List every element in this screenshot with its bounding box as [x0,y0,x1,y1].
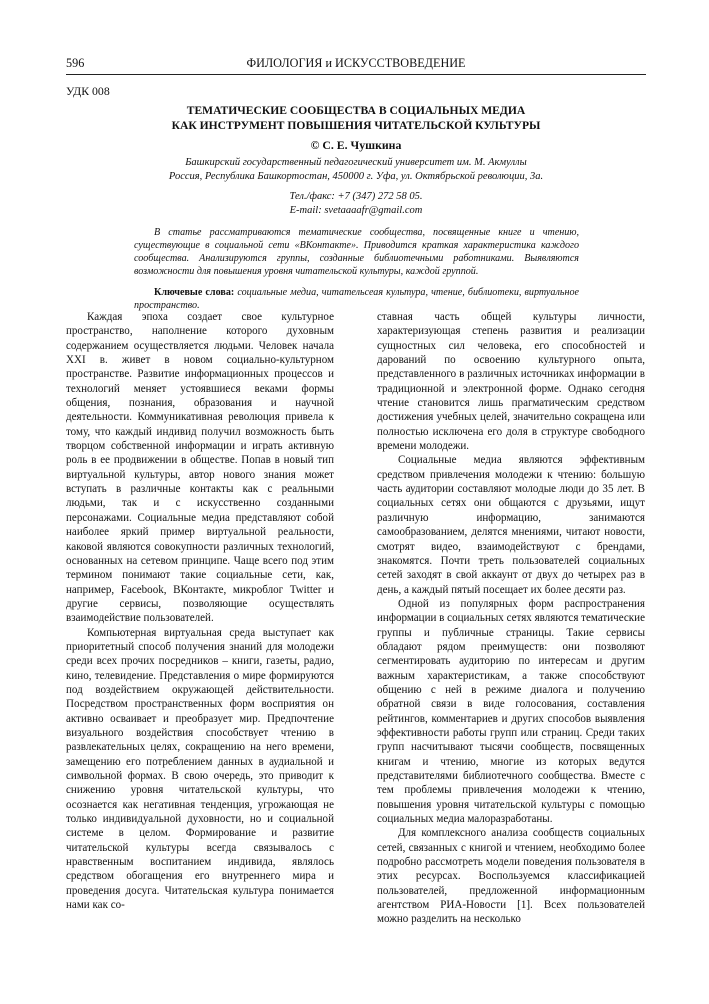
udk-code: УДК 008 [66,84,110,98]
page-number: 596 [66,56,85,70]
running-header [66,56,646,75]
paragraph: Одной из популярных форм распространения информации в социальных сетях являются тематические группы и публичные страницы. Такие сервисы обладают рядом преимуществ: они позволяют сегментировать аудиторию по интересам и другим важным характеристикам, а также способствуют общению с ней в режиме диалога и получению обратной связи в виде голосования, составления рейтингов, комментариев и других способов выявления эффективности работы групп или страниц. Среди таких групп насчитывают тысячи сообществ, посвященных книгам и чтению, многие из которых ведутся представителями библиотечного сообщества. Вместе с тем проблемы привлечения молодежи к чтению, повышения уровня читательской культуры с помощью социальных медиа малоразработаны. [377,597,645,826]
paragraph: Социальные медиа являются эффективным средством привлечения молодежи к чтению: большую часть аудитории составляют молодые люди до 35 лет. В социальных сетях они общаются с друзьями, ищут различную информацию, занимаются самообразованием, делятся мнениями, читают новости, смотрят видео, взаимодействуют с брендами, знакомятся. Почти треть пользователей социальных сетей заходят в свой аккаунт от двух до четырех раз в день, а каждый пятый посещает их более десяти раз. [377,454,645,596]
affiliation-line-1: Башкирский государственный педагогический университет им. М. Акмуллы [185,157,527,168]
body-column-right [377,310,645,970]
paragraph: Компьютерная виртуальная среда выступает как приоритетный способ получения знаний для молодежи среди всех прочих посредников – книги, газеты, радио, кино, телевидение. Представления о мире формируются под воздействием окружающей действительности. Посредством пространственных форм восприятия он активно осваивает и преобразует мир. Предпочтение визуального воздействия способствует чтению в развлекательных целях, сокращению на него времени, замещению его потреблением данных в аудиальной и символьной формах. В свою очередь, это приводит к снижению уровня читательской культуры, что осознается как негативная тенденция, угрожающая не только индивидуальной духовности, но и социальной системе в целом. Формирование и развитие читательской культуры всегда связывалось с нравственным воспитанием индивида, являлось средством обогащения его внутреннего мира и проведения досуга. Читательская культура понимается нами как со- [66,626,334,912]
article-title [66,104,646,133]
author-name: © С. Е. Чушкина [310,138,402,152]
journal-section-title: ФИЛОЛОГИЯ и ИСКУССТВОВЕДЕНИЕ [246,56,466,70]
keywords-text: социальные медиа, читательсеая культура, чтение, библиотеки, виртуальное пространство. [134,287,579,312]
abstract-text: В статье рассматриваются тематические сообщества, посвященные книге и чтению, существующие в социальной сети «ВКонтакте». Приводится краткая характеристика каждого сообщества. Анализируются группы, созданные библиотечными работниками. Выявляются возможности для повышения уровня читательской культуры, каждой группой. [134,227,579,278]
paragraph: Для комплексного анализа сообществ социальных сетей, связанных с книгой и чтением, необходимо более подробно рассмотреть модели поведения пользователя в этих ресурсах. Воспользуемся классификацией пользователей, предложенной информационным агентством РИА-Новости [1]. Всех пользователей можно разделить на несколько [377,827,645,926]
author-affiliation [66,156,646,183]
keywords-label: Ключевые слова: [154,287,235,298]
contact-phone: Тел./факс: +7 (347) 272 58 05. [289,191,423,202]
body-column-left [66,310,334,970]
keywords [134,286,579,312]
affiliation-line-2: Россия, Республика Башкортостан, 450000 г. Уфа, ул. Октябрьской революции, 3а. [168,170,544,182]
article-title-line-2: КАК ИНСТРУМЕНТ ПОВЫШЕНИЯ ЧИТАТЕЛЬСКОЙ КУЛЬТУРЫ [171,118,541,132]
article-title-line-1: ТЕМАТИЧЕСКИЕ СООБЩЕСТВА В СОЦИАЛЬНЫХ МЕДИА [186,104,526,117]
paragraph: Каждая эпоха создает свое культурное пространство, наполнение которого духовным содержанием осуществляется людьми. Человек начала XXI в. живет в новом социально-культурном пространстве. Развитие информационных процессов и технологий меняет устоявшиеся веками формы общения, познания, образования и научной деятельности. Коммуникативная революция привела к тому, что каждый индивид получил возможность быть творцом собственной информации и играть активную роль в ее продвижении в обществе. Попав в новый тип виртуальной культуры, автор нового знания может вступать в различные контакты как с реальными людьми, так и с искусственно созданными персонажами. Социальные медиа представляют собой наиболее яркий пример виртуальной реальности, каковой являются совокупности различных технологий, основанных на сетевом принципе. Чаще всего под этим термином понимают такие социальные сети, как, например, Facebook, ВКонтакте, микроблог Twitter и другие сервисы, позволяющие осуществлять взаимодействие пользователей. [66,311,334,625]
abstract [134,226,579,278]
contact-email: E-mail: svetaaaafr@gmail.com [289,204,423,216]
author-contacts [66,190,646,217]
paragraph-continued: ставная часть общей культуры личности, характеризующая степень развития и реализации сущностных сил человека, его способностей и дарований по освоению культурного опыта, представленного в различных источниках информации в традиционной и электронной форме. Однако сегодня чтение становится лишь прагматическим средством достижения учебных целей, значительно сокращена или полностью исключена его доля в структуре свободного времени молодежи. [377,311,645,453]
